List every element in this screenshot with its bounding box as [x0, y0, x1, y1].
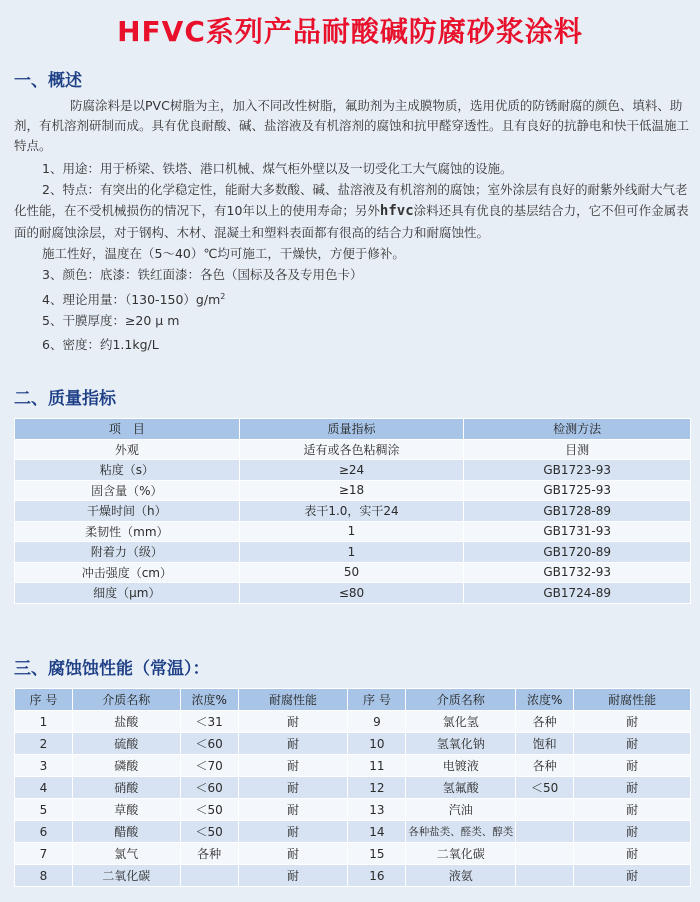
- features-paragraph: [14, 179, 690, 243]
- table-cell: 7: [15, 843, 73, 865]
- features-text-c: 涂料还具有优良的基层结合力，它不但可作金属表面的耐腐蚀涂层，对于钢构、木材、混凝土和塑料表面都有很高的结合力和耐腐蚀性。: [14, 203, 689, 240]
- table-cell: 耐: [574, 755, 691, 777]
- table-cell: 5: [15, 799, 73, 821]
- column-header: 浓度%: [516, 689, 574, 711]
- table-cell: 14: [348, 821, 406, 843]
- table-cell: ＜31: [180, 711, 238, 733]
- usage-amount-text: 4、理论用量：（130-150）g/m: [42, 292, 221, 308]
- table-cell: 盐酸: [72, 711, 180, 733]
- quality-table: [14, 418, 691, 604]
- features-brand: hfvc: [379, 203, 414, 219]
- column-header: 检测方法: [464, 419, 691, 440]
- table-row: [15, 521, 691, 542]
- table-cell: 耐: [238, 777, 348, 799]
- table-cell: 表干1.0，实干24: [239, 501, 464, 522]
- table-cell: 二氧化碳: [406, 843, 516, 865]
- table-cell: ≥24: [239, 460, 464, 481]
- table-cell: [516, 865, 574, 887]
- table-row: [15, 733, 691, 755]
- table-cell: ≥18: [239, 480, 464, 501]
- section-heading-corrosion: 三、腐蚀蚀性能（常温）：: [14, 659, 210, 679]
- overview-body: [14, 96, 690, 357]
- table-cell: 各种: [180, 843, 238, 865]
- table-cell: 各种: [516, 711, 574, 733]
- table-cell: 耐: [574, 733, 691, 755]
- features-text-a: 2、特点：有突出的化学稳定性，能耐大多数酸、碱、盐溶液及有机溶剂的腐蚀；室外涂层有良好的耐紫外线耐大气老化性能，在不受机械损伤的情况下，有10年以上的使用寿命；另外: [14, 182, 688, 218]
- table-cell: 目测: [464, 439, 691, 460]
- table-cell: 10: [348, 733, 406, 755]
- table-cell: 9: [348, 711, 406, 733]
- column-header: 耐腐性能: [238, 689, 348, 711]
- table-cell: GB1725-93: [464, 480, 691, 501]
- color-item: 3、颜色：底漆：铁红面漆：各色（国标及各及专用色卡）: [42, 267, 363, 282]
- column-header: 质量指标: [239, 419, 464, 440]
- page-title: HFVC系列产品耐酸碱防腐砂浆涂料: [117, 15, 583, 48]
- table-cell: ＜60: [180, 777, 238, 799]
- table-cell: GB1732-93: [464, 562, 691, 583]
- column-header: 介质名称: [72, 689, 180, 711]
- column-header: 序 号: [348, 689, 406, 711]
- table-row: [15, 821, 691, 843]
- table-cell: ＜50: [180, 799, 238, 821]
- table-row: [15, 439, 691, 460]
- table-cell: 13: [348, 799, 406, 821]
- table-cell: GB1723-93: [464, 460, 691, 481]
- table-row: [15, 777, 691, 799]
- table-row: [15, 755, 691, 777]
- table-cell: 氢氧化钠: [406, 733, 516, 755]
- table-cell: 冲击强度（cm）: [15, 562, 240, 583]
- table-cell: 氯化氢: [406, 711, 516, 733]
- construction-note: 施工性好，温度在（5～40）℃均可施工，干燥快，方便于修补。: [42, 246, 405, 261]
- table-row: [15, 501, 691, 522]
- table-row: [15, 711, 691, 733]
- table-cell: ＜60: [180, 733, 238, 755]
- table-cell: 各种: [516, 755, 574, 777]
- table-cell: 耐: [238, 733, 348, 755]
- table-cell: 耐: [238, 755, 348, 777]
- table-cell: 1: [15, 711, 73, 733]
- table-cell: 2: [15, 733, 73, 755]
- table-cell: 液氨: [406, 865, 516, 887]
- table-cell: 耐: [574, 821, 691, 843]
- table-cell: 磷酸: [72, 755, 180, 777]
- table-cell: 50: [239, 562, 464, 583]
- table-cell: 15: [348, 843, 406, 865]
- table-cell: 二氧化碳: [72, 865, 180, 887]
- table-cell: 耐: [238, 711, 348, 733]
- table-cell: 耐: [238, 843, 348, 865]
- table-cell: GB1728-89: [464, 501, 691, 522]
- table-cell: 各种盐类、醛类、醇类: [406, 821, 516, 843]
- usage-amount-unit-exponent: 2: [220, 292, 226, 301]
- table-cell: 硝酸: [72, 777, 180, 799]
- table-cell: [516, 799, 574, 821]
- table-row: [15, 843, 691, 865]
- intro-paragraph: 防腐涂料是以PVC树脂为主，加入不同改性树脂，氟助剂为主成膜物质，选用优质的防锈耐腐的颜色、填料、助剂，有机溶剂研制而成。具有优良耐酸、碱、盐溶液及有机溶剂的腐蚀和抗甲醛穿透性。且有良好的抗静电和快干低温施工特点。: [14, 98, 690, 153]
- table-cell: 1: [239, 521, 464, 542]
- usage-amount-item: [14, 285, 690, 309]
- table-cell: 16: [348, 865, 406, 887]
- table-cell: 耐: [238, 799, 348, 821]
- table-cell: ＜50: [180, 821, 238, 843]
- table-cell: 耐: [574, 843, 691, 865]
- table-cell: 耐: [574, 799, 691, 821]
- table-cell: ＜50: [516, 777, 574, 799]
- table-cell: 硫酸: [72, 733, 180, 755]
- table-cell: 外观: [15, 439, 240, 460]
- table-cell: 电镀液: [406, 755, 516, 777]
- table-cell: GB1731-93: [464, 521, 691, 542]
- table-cell: 耐: [238, 865, 348, 887]
- column-header: 序 号: [15, 689, 73, 711]
- table-cell: 草酸: [72, 799, 180, 821]
- table-cell: 氢氟酸: [406, 777, 516, 799]
- table-row: [15, 460, 691, 481]
- table-cell: ≤80: [239, 583, 464, 604]
- corrosion-table: [14, 688, 691, 887]
- table-cell: 附着力（级）: [15, 542, 240, 563]
- table-cell: 1: [239, 542, 464, 563]
- table-row: [15, 542, 691, 563]
- density-item: 6、密度：约1.1kg/L: [42, 337, 159, 352]
- table-row: [15, 799, 691, 821]
- table-row: [15, 865, 691, 887]
- table-cell: 耐: [574, 711, 691, 733]
- column-header: 项 目: [15, 419, 240, 440]
- section-heading-quality: 二、质量指标: [14, 389, 116, 409]
- table-cell: 饱和: [516, 733, 574, 755]
- table-cell: [516, 843, 574, 865]
- table-header-row: [15, 689, 691, 711]
- table-cell: 柔韧性（mm）: [15, 521, 240, 542]
- table-cell: 干燥时间（h）: [15, 501, 240, 522]
- table-cell: 醋酸: [72, 821, 180, 843]
- section-heading-overview: 一、概述: [14, 71, 82, 91]
- table-cell: [516, 821, 574, 843]
- table-cell: 细度（μm）: [15, 583, 240, 604]
- column-header: 浓度%: [180, 689, 238, 711]
- table-cell: 汽油: [406, 799, 516, 821]
- film-thickness-item: 5、干膜厚度：≥20 μ m: [42, 313, 180, 328]
- column-header: 耐腐性能: [574, 689, 691, 711]
- table-cell: 耐: [574, 865, 691, 887]
- table-cell: 4: [15, 777, 73, 799]
- table-cell: [180, 865, 238, 887]
- usage-item: 1、用途：用于桥梁、铁塔、港口机械、煤气柜外壁以及一切受化工大气腐蚀的设施。: [42, 161, 513, 176]
- table-header-row: [15, 419, 691, 440]
- table-cell: 耐: [574, 777, 691, 799]
- table-cell: 耐: [238, 821, 348, 843]
- table-cell: 3: [15, 755, 73, 777]
- table-cell: 氯气: [72, 843, 180, 865]
- table-row: [15, 562, 691, 583]
- table-cell: ＜70: [180, 755, 238, 777]
- column-header: 介质名称: [406, 689, 516, 711]
- table-cell: 8: [15, 865, 73, 887]
- table-cell: GB1724-89: [464, 583, 691, 604]
- table-cell: GB1720-89: [464, 542, 691, 563]
- table-cell: 6: [15, 821, 73, 843]
- table-row: [15, 583, 691, 604]
- table-cell: 固含量（%）: [15, 480, 240, 501]
- table-cell: 12: [348, 777, 406, 799]
- table-row: [15, 480, 691, 501]
- table-cell: 适有或各色粘稠涂: [239, 439, 464, 460]
- table-cell: 粘度（s）: [15, 460, 240, 481]
- table-cell: 11: [348, 755, 406, 777]
